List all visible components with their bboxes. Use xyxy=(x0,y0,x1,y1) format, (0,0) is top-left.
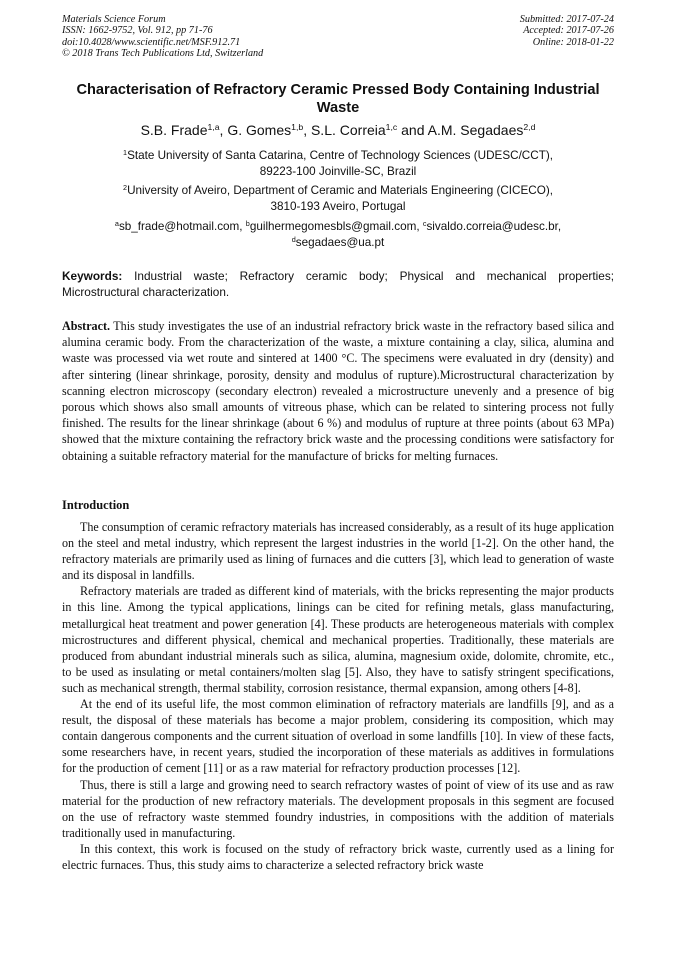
affiliation-1: $^1$State University of Santa Catarina, Centre of Technology Sciences (UDESC/CCT), 89223-100 Joinville-SC, Brazil xyxy=(62,148,614,180)
paragraph: Thus, there is still a large and growing need to search refractory wastes of point of view of its use and as raw material for the production of new refractory materials. The development proposals in this segment are focused on the use of refractory waste stemmed foundry industries, in compositions with the addition of materials traditionally used in manufacturing. xyxy=(62,777,614,840)
keywords-label: Keywords: xyxy=(62,269,123,283)
paragraph: The consumption of ceramic refractory materials has increased considerably, as a result of its huge application on the steel and metal industry, which represent the largest industries in the world [1-2]. On the other hand, the refractory materials are primarily used as lining of furnaces and die cutters [3], which lead to generation of waste and its disposal in landfills. xyxy=(62,520,614,583)
author-name: S.B. Frade xyxy=(140,122,208,138)
email-link[interactable]: guilhermegomesbls@gmail.com xyxy=(249,220,417,233)
abstract-label: Abstract. xyxy=(62,319,111,333)
author-affiliation-mark: 1,b xyxy=(291,122,304,133)
author-name: S.L. Correia xyxy=(310,122,386,138)
submission-dates xyxy=(520,14,614,48)
journal-doi: doi:10.4028/www.scientific.net/MSF.912.71 xyxy=(62,36,241,48)
journal-info xyxy=(62,14,263,60)
date-online: Online: 2018-01-22 xyxy=(532,36,614,48)
affiliation-line: State University of Santa Catarina, Centre of Technology Sciences (UDESC/CCT), xyxy=(127,149,553,162)
author-list: S.B. Frade$^{1,a}$, G. Gomes$^{1,b}$, S.L. Correia$^{1,c}$ and A.M. Segadaes$^{2,d}$ xyxy=(140,122,536,138)
journal-issn: ISSN: 1662-9752, Vol. 912, pp 71-76 xyxy=(62,25,213,37)
introduction-body xyxy=(62,519,614,873)
email-link[interactable]: sb_frade@hotmail.com xyxy=(118,220,240,233)
affiliation-line: University of Aveiro, Department of Ceramic and Materials Engineering (CICECO), xyxy=(127,184,553,197)
affiliation-line: 3810-193 Aveiro, Portugal xyxy=(270,199,406,213)
section-heading-introduction: Introduction xyxy=(62,498,130,512)
email-link[interactable]: sivaldo.correia@udesc.br xyxy=(426,220,558,233)
author-name: G. Gomes xyxy=(227,122,292,138)
affiliation-2: $^2$University of Aveiro, Department of Ceramic and Materials Engineering (CICECO), 3810-193 Aveiro, Portugal xyxy=(62,183,614,215)
author-affiliation-mark: 1,a xyxy=(207,122,220,133)
paragraph: At the end of its useful life, the most common elimination of refractory materials are landfills [9], and as a result, the disposal of these materials has become a major problem, considering its composition, which may contain dangerous components and the current situation of overload in some landfills [10]. In view of these facts, some researchers have, in recent years, studied the incorporation of these materials as additives in formulations for the production of cement [11] or as a raw material for refractory production processes [12]. xyxy=(62,697,614,776)
author-affiliation-mark: 2,d xyxy=(523,122,536,133)
author-emails: $^a$sb_frade@hotmail.com, $^b$guilhermegomesbls@gmail.com, $^c$sivaldo.correia@udesc.br, $^d$segadaes@ua.pt xyxy=(114,219,562,249)
author-affiliation-mark: 1,c xyxy=(385,122,398,133)
abstract xyxy=(62,318,614,464)
keywords xyxy=(62,269,614,300)
paragraph: Refractory materials are traded as different kind of materials, with the bricks representing the major products in this line. Among the typical applications, linings can be cited for refining metals, glass manufacturing, metallurgical heat treatment and power generation [4]. These products are heterogeneous materials with complex microstructures and different physical, chemical and mechanical properties. Traditionally, these materials are produced from abundant industrial minerals such as silica, alumina, magnesium oxide, dolomite, chromite, etc., to be used as insulating or metal containers/molten slag [5]. Also, they have to satisfy stringent specifications, such as mechanical strength, thermal stability, corrosion resistance, thermal expansion, among others [4-8]. xyxy=(62,584,614,695)
email-link[interactable]: segadaes@ua.pt xyxy=(295,235,385,249)
journal-copyright: © 2018 Trans Tech Publications Ltd, Switzerland xyxy=(62,48,264,60)
abstract-text: This study investigates the use of an industrial refractory brick waste in the refractory based silica and alumina ceramic body. From the characterization of the waste, a mixture containing a clay, silica, alumina and waste was processed via wet route and sintered at 1400 °C. The specimens were evaluated in dry (density) and after sintering (linear shrinkage, porosity, density and modulus of rupture).Microstructural characterization by scanning electron microscopy (secondary electron) revealed a microstructure unevenly and a presence of big porous which shows also small amounts of vitreous phase, which can be related to sintering process not fully finished. The results for the linear shrinkage (about 6 %) and modulus of rupture at three points (about 63 MPa) showed that the mixture containing the refractory brick waste and the processing conditions were satisfactory for obtaining a suitable refractory material for the manufacture of bricks for melting furnaces. xyxy=(62,319,614,463)
affiliation-line: 89223-100 Joinville-SC, Brazil xyxy=(259,164,417,178)
author-name: A.M. Segadaes xyxy=(427,122,524,138)
keywords-text: Industrial waste; Refractory ceramic body; Physical and mechanical properties; Microstructural characterization. xyxy=(62,269,614,299)
journal-name: Materials Science Forum xyxy=(62,14,166,25)
date-submitted: Submitted: 2017-07-24 xyxy=(519,14,614,25)
paper-title: Characterisation of Refractory Ceramic Pressed Body Containing Industrial Waste xyxy=(76,82,600,116)
paragraph: In this context, this work is focused on the study of refractory brick waste, currently used as a lining for electric furnaces. Thus, this study aims to characterize a selected refractory brick waste xyxy=(62,841,614,872)
date-accepted: Accepted: 2017-07-26 xyxy=(523,25,614,37)
